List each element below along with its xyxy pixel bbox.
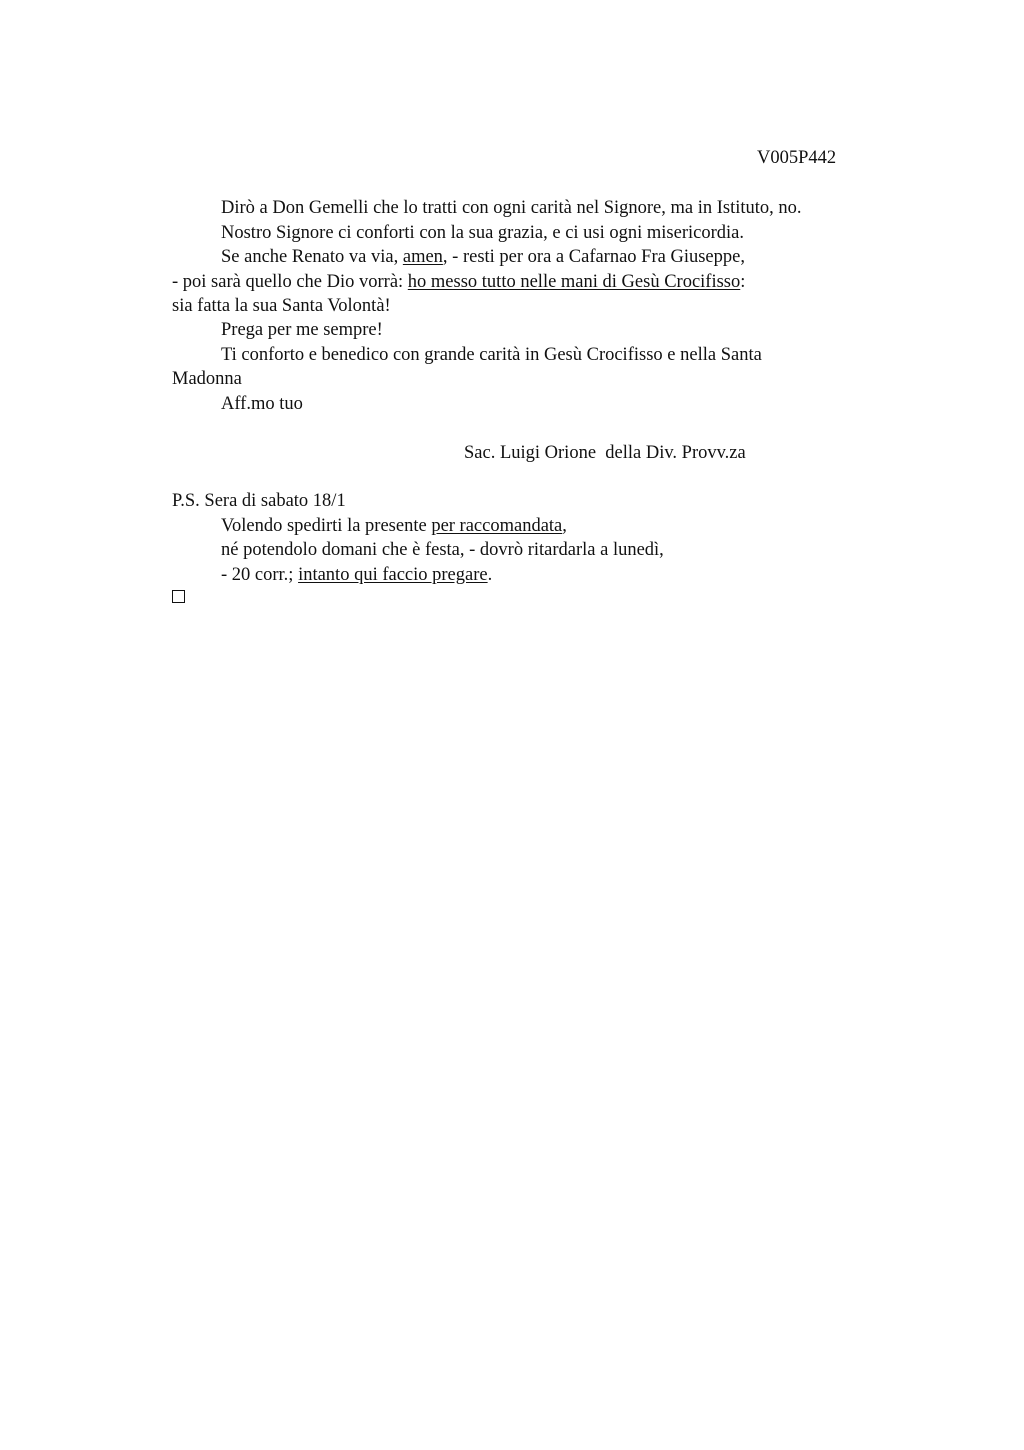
body-line-2: Nostro Signore ci conforti con la sua grazia, e ci usi ogni misericordia. <box>221 223 744 243</box>
body-line-3-end: , - resti per ora a Cafarnao Fra Giuseppe, <box>442 247 745 267</box>
body-line-5: sia fatta la sua Santa Volontà! <box>172 296 391 316</box>
body-line-4-start: - poi sarà quello che Dio vorrà: <box>172 272 408 292</box>
underlined-raccomandata: per raccomandata <box>431 516 563 536</box>
body-line-6: Prega per me sempre! <box>221 320 383 340</box>
body-line-1: Dirò a Don Gemelli che lo tratti con ogni carità nel Signore, ma in Istituto, no. <box>221 198 802 218</box>
closing-line: Aff.mo tuo <box>221 394 303 414</box>
body-line-3-start: Se anche Renato va via, <box>221 247 403 267</box>
empty-square-icon <box>172 590 185 603</box>
body-line-4-end: : <box>740 272 746 292</box>
underlined-pregare: intanto qui faccio pregare <box>298 565 488 585</box>
signature: Sac. Luigi Orione della Div. Provv.za <box>464 443 746 463</box>
body-line-8: Madonna <box>172 369 242 389</box>
underlined-crocifisso: ho messo tutto nelle mani di Gesù Crocifisso <box>407 272 741 292</box>
underlined-amen: amen <box>402 247 443 267</box>
body-line-3 <box>221 245 745 269</box>
postscript-line-3-start: - 20 corr.; <box>221 565 299 585</box>
body-line-4 <box>172 270 745 294</box>
postscript-line-2: né potendolo domani che è festa, - dovrò ritardarla a lunedì, <box>221 540 664 560</box>
document-reference: V005P442 <box>757 148 837 168</box>
postscript-heading: P.S. Sera di sabato 18/1 <box>172 491 346 511</box>
postscript-line-1 <box>221 514 567 538</box>
postscript-line-1-start: Volendo spedirti la presente <box>221 516 432 536</box>
postscript-line-3 <box>221 563 492 587</box>
body-line-7: Ti conforto e benedico con grande carità in Gesù Crocifisso e nella Santa <box>221 345 762 365</box>
postscript-line-1-end: , <box>562 516 567 536</box>
postscript-line-3-end: . <box>487 565 493 585</box>
